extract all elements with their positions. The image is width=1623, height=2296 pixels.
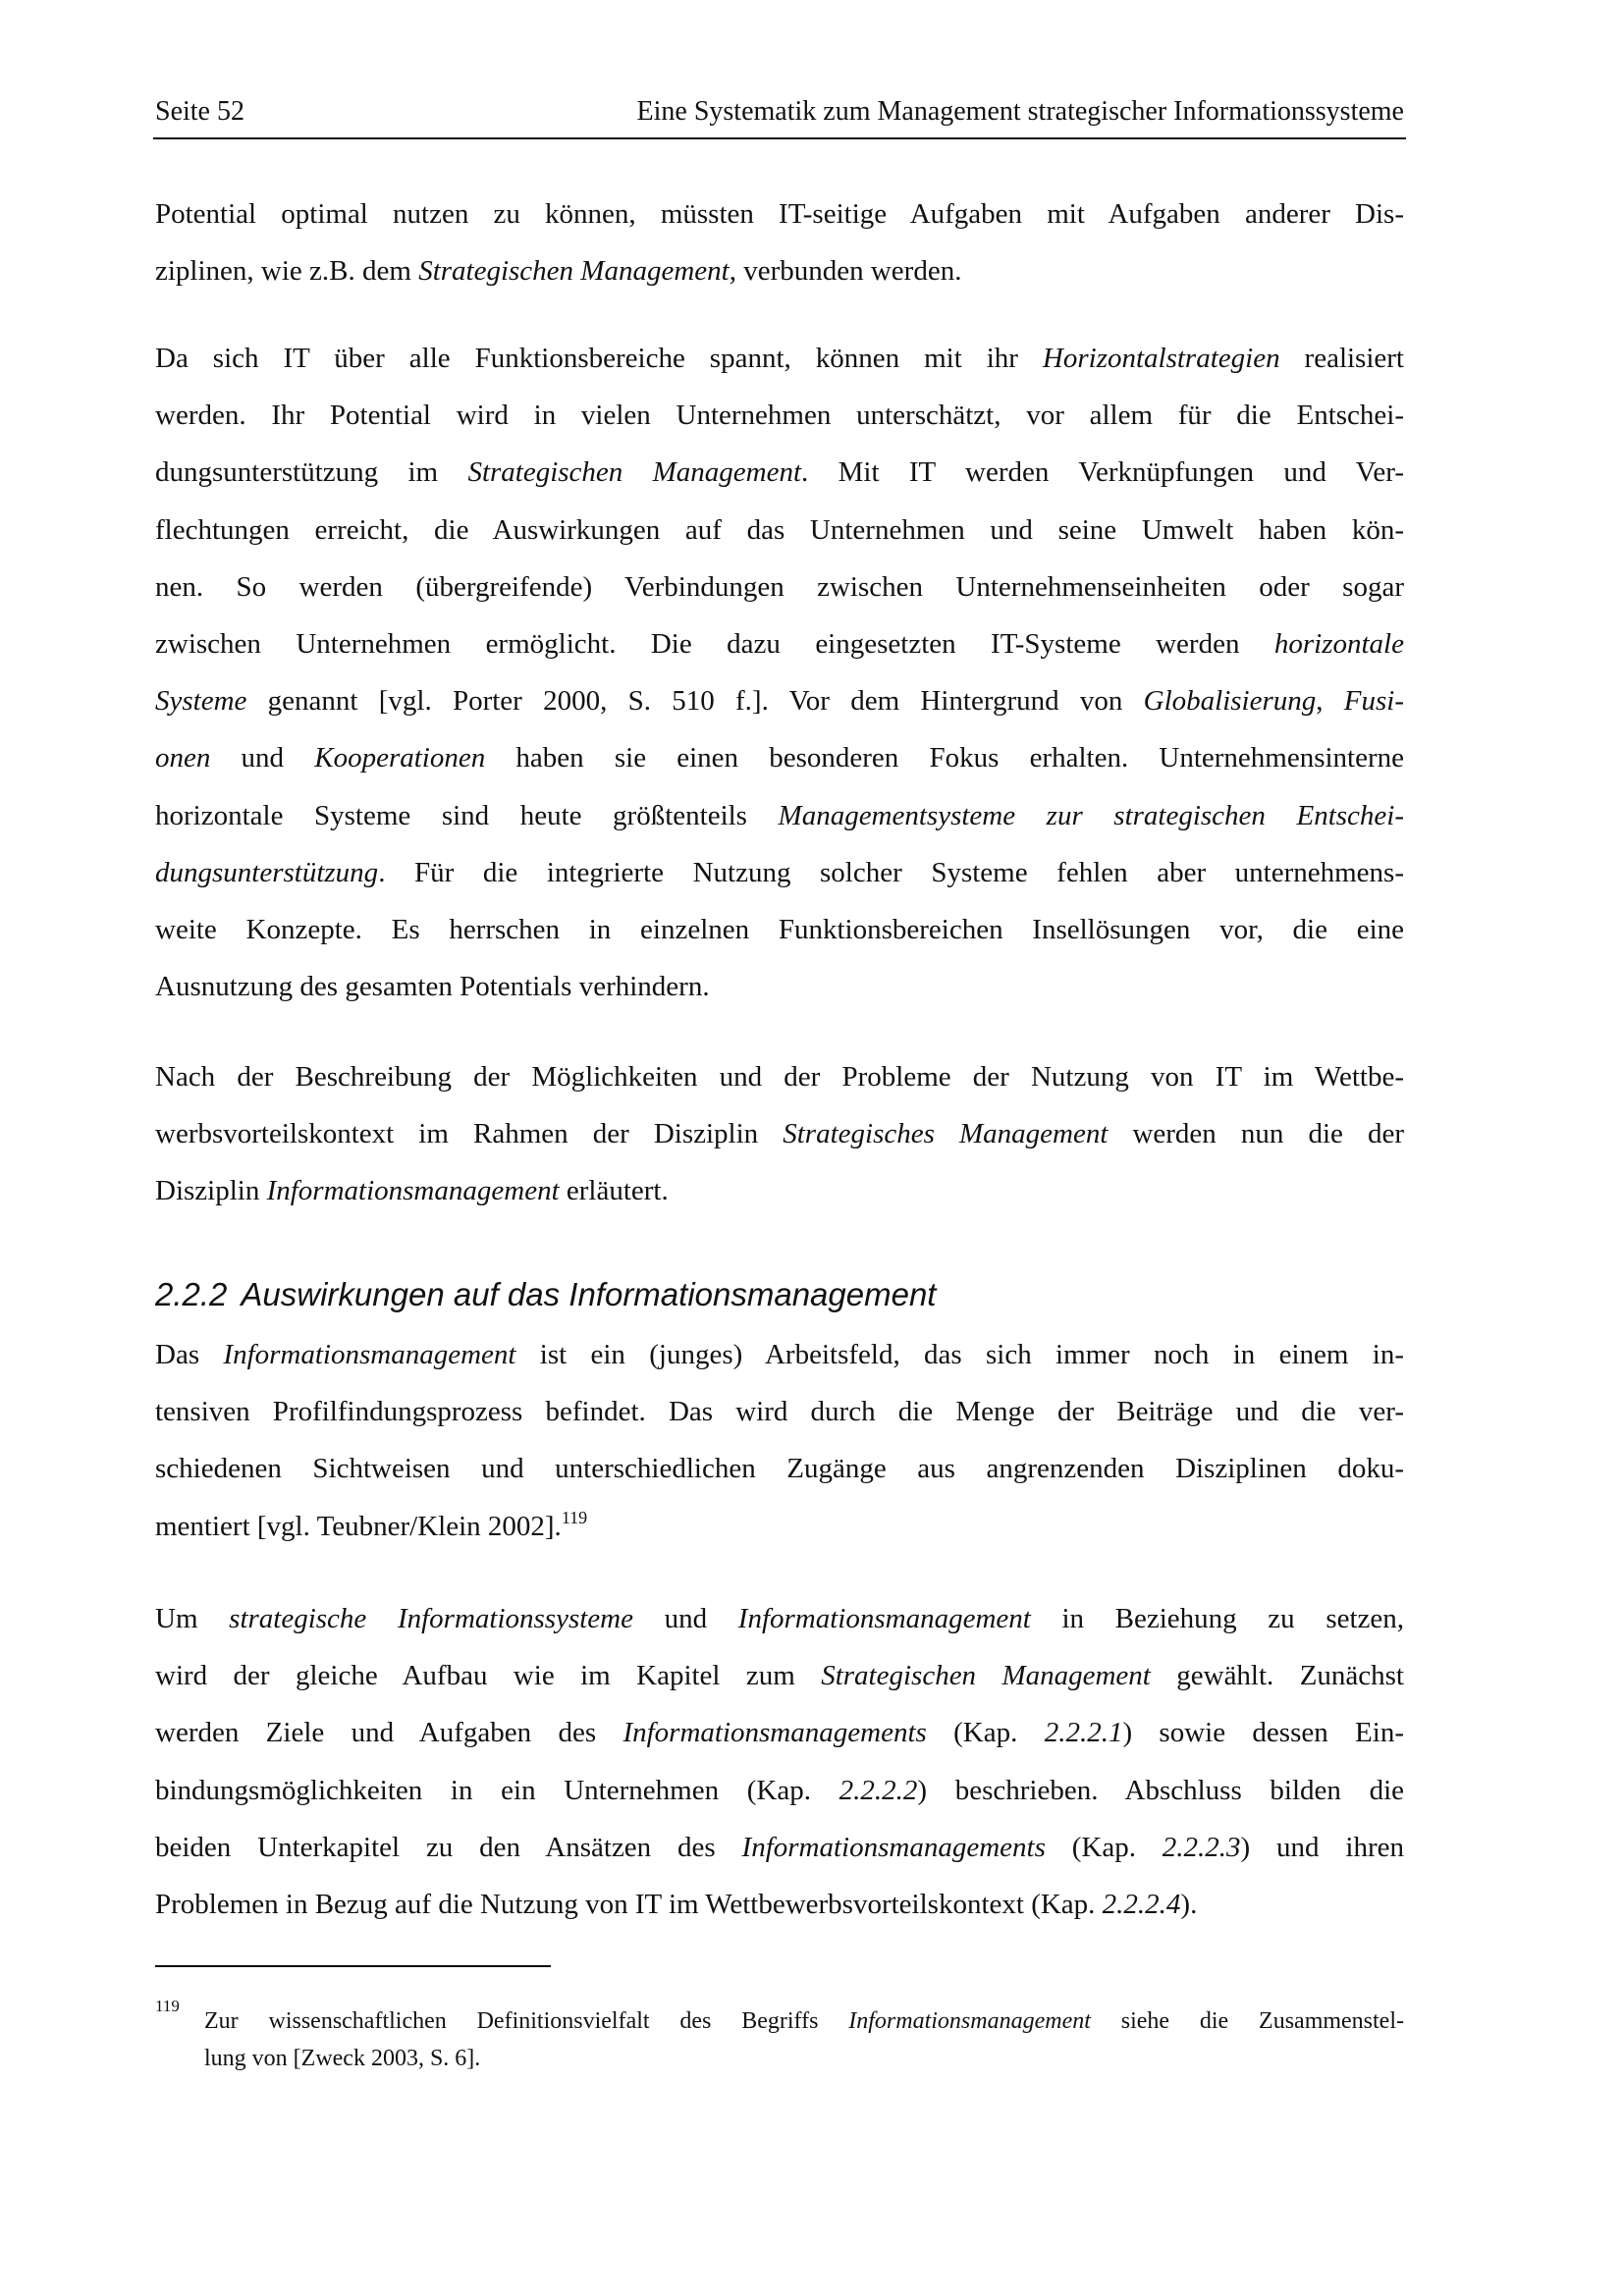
text-run: schiedenen Sichtweisen und unterschiedlichen Zugänge aus angrenzenden Disziplinen doku- bbox=[155, 1453, 1404, 1485]
emphasis-text: Strategischen Management bbox=[418, 255, 730, 288]
page-number: Seite 52 bbox=[155, 96, 244, 127]
text-run: Zur wissenschaftlichen Definitionsvielfalt des Begriffs bbox=[204, 2008, 849, 2034]
text-run: horizontale Systeme sind heute größtenteils bbox=[155, 799, 779, 831]
text-run: gewählt. Zunächst bbox=[1150, 1660, 1404, 1692]
emphasis-text: Globalisierung bbox=[1143, 685, 1317, 718]
text-line bbox=[155, 502, 1404, 559]
emphasis-text: Managementsysteme zur strategischen Entschei- bbox=[778, 799, 1404, 831]
text-line bbox=[155, 1704, 1404, 1761]
section-number: 2.2.2 bbox=[155, 1276, 228, 1312]
text-line bbox=[155, 1590, 1404, 1647]
text-line bbox=[155, 1383, 1404, 1440]
emphasis-text: Horizontalstrategien bbox=[1042, 343, 1280, 374]
text-line bbox=[204, 2002, 1404, 2040]
text-run: und bbox=[210, 742, 315, 774]
text-run: flechtungen erreicht, die Auswirkungen auf das Unternehmen und seine Umwelt haben kön- bbox=[155, 513, 1404, 546]
footnote-text bbox=[204, 2002, 1404, 2077]
text-run: , bbox=[1316, 685, 1344, 718]
text-line bbox=[155, 186, 1404, 242]
emphasis-text: horizontale bbox=[1273, 627, 1404, 660]
text-line bbox=[155, 1326, 1404, 1383]
text-line bbox=[155, 1498, 1404, 1555]
text-run: Nach der Beschreibung der Möglichkeiten und der Probleme der Nutzung von IT im Wettbe- bbox=[155, 1061, 1404, 1093]
text-line bbox=[155, 330, 1404, 387]
text-line bbox=[155, 729, 1404, 786]
text-run: (Kap. bbox=[1045, 1831, 1163, 1863]
text-run: haben sie einen besonderen Fokus erhalten. Unternehmensinterne bbox=[485, 742, 1405, 774]
text-line bbox=[155, 1440, 1404, 1497]
text-line bbox=[204, 2040, 1404, 2077]
text-run: (Kap. bbox=[926, 1717, 1045, 1749]
text-run: dungsunterstützung im bbox=[155, 456, 468, 489]
text-line bbox=[155, 787, 1404, 844]
text-run: werden. Ihr Potential wird in vielen Unternehmen unterschätzt, vor allem für die Entschei- bbox=[155, 400, 1404, 432]
paragraph bbox=[155, 1590, 1404, 1933]
emphasis-text: Strategisches Management bbox=[783, 1118, 1109, 1150]
footnote-rule bbox=[155, 1965, 551, 1967]
emphasis-text: 2.2.2.3 bbox=[1162, 1831, 1241, 1863]
emphasis-text: 2.2.2.1 bbox=[1044, 1717, 1123, 1749]
paragraph bbox=[155, 186, 1404, 299]
text-run: . Für die integrierte Nutzung solcher Systeme fehlen aber unternehmens- bbox=[378, 856, 1404, 888]
text-line bbox=[155, 1762, 1404, 1819]
emphasis-text: Kooperationen bbox=[314, 742, 486, 774]
emphasis-text: 2.2.2.4 bbox=[1102, 1888, 1181, 1920]
emphasis-text: Informationsmanagement bbox=[266, 1175, 560, 1207]
text-run: . Mit IT werden Verknüpfungen und Ver- bbox=[801, 456, 1404, 489]
emphasis-text: Informationsmanagement bbox=[223, 1339, 516, 1370]
section-title: Auswirkungen auf das Informationsmanagement bbox=[241, 1276, 937, 1312]
text-run: bindungsmöglichkeiten in ein Unternehmen (Kap. bbox=[155, 1774, 839, 1806]
text-line bbox=[155, 559, 1404, 615]
text-run: Potential optimal nutzen zu können, müssten IT-seitige Aufgaben mit Aufgaben anderer Dis- bbox=[155, 198, 1404, 230]
text-run: ) beschrieben. Abschluss bilden die bbox=[917, 1774, 1405, 1806]
running-title: Eine Systematik zum Management strategischer Informationssysteme bbox=[636, 96, 1404, 127]
emphasis-text: Strategischen Management bbox=[467, 456, 802, 489]
text-line bbox=[155, 901, 1404, 958]
text-run: werden nun die der bbox=[1108, 1118, 1404, 1150]
text-run: Disziplin bbox=[155, 1175, 267, 1207]
text-run: ). bbox=[1180, 1888, 1198, 1920]
text-run: nen. So werden (übergreifende) Verbindungen zwischen Unternehmenseinheiten oder sogar bbox=[155, 570, 1404, 603]
text-line bbox=[155, 672, 1404, 729]
text-line bbox=[155, 615, 1404, 672]
text-run: , verbunden werden. bbox=[729, 255, 962, 288]
text-run: genannt [vgl. Porter 2000, S. 510 f.]. Vor dem Hintergrund von bbox=[246, 685, 1144, 718]
text-line bbox=[155, 242, 1404, 299]
text-line bbox=[155, 1819, 1404, 1876]
text-run: Problemen in Bezug auf die Nutzung von IT im Wettbewerbsvorteilskontext (Kap. bbox=[155, 1888, 1103, 1920]
paragraph bbox=[155, 1048, 1404, 1220]
text-run: realisiert bbox=[1279, 343, 1404, 374]
page-header bbox=[155, 96, 1404, 128]
emphasis-text: Systeme bbox=[155, 685, 247, 718]
text-line bbox=[155, 387, 1404, 444]
footnote-reference[interactable]: 119 bbox=[561, 1507, 588, 1527]
footnote bbox=[155, 1997, 1404, 2077]
text-run: beiden Unterkapitel zu den Ansätzen des bbox=[155, 1831, 742, 1863]
paragraph bbox=[155, 330, 1404, 1015]
text-run: ) und ihren bbox=[1240, 1831, 1404, 1863]
text-run: ) sowie dessen Ein- bbox=[1122, 1717, 1404, 1749]
paragraph bbox=[155, 1326, 1404, 1555]
text-run: in Beziehung zu setzen, bbox=[1030, 1603, 1405, 1634]
text-run: und bbox=[632, 1603, 738, 1634]
text-run: zwischen Unternehmen ermöglicht. Die dazu eingesetzten IT-Systeme werden bbox=[155, 627, 1274, 660]
text-line bbox=[155, 444, 1404, 501]
text-run: werden Ziele und Aufgaben des bbox=[155, 1717, 623, 1749]
emphasis-text: Informationsmanagements bbox=[741, 1831, 1046, 1863]
emphasis-text: 2.2.2.2 bbox=[839, 1774, 918, 1806]
text-run: werbsvorteilskontext im Rahmen der Disziplin bbox=[155, 1118, 784, 1150]
emphasis-text: Fusi- bbox=[1343, 685, 1404, 718]
text-run: mentiert [vgl. Teubner/Klein 2002]. bbox=[155, 1510, 562, 1542]
text-run: siehe die Zusammenstel- bbox=[1090, 2008, 1404, 2034]
text-line bbox=[155, 1048, 1404, 1105]
emphasis-text: strategische Informationssysteme bbox=[229, 1603, 633, 1634]
footnote-number: 119 bbox=[155, 1997, 180, 2015]
text-run: Das bbox=[155, 1339, 224, 1370]
emphasis-text: onen bbox=[155, 742, 211, 774]
text-run: wird der gleiche Aufbau wie im Kapitel zum bbox=[155, 1660, 822, 1692]
text-run: erläutert. bbox=[559, 1175, 669, 1207]
emphasis-text: Strategischen Management bbox=[821, 1660, 1151, 1692]
text-run: weite Konzepte. Es herrschen in einzelnen Funktionsbereichen Insellösungen vor, die eine bbox=[155, 913, 1404, 945]
text-line bbox=[155, 1105, 1404, 1162]
text-run: Da sich IT über alle Funktionsbereiche spannt, können mit ihr bbox=[155, 343, 1043, 374]
section-heading bbox=[155, 1276, 936, 1313]
emphasis-text: Informationsmanagement bbox=[848, 2008, 1091, 2034]
text-line bbox=[155, 844, 1404, 901]
emphasis-text: Informationsmanagement bbox=[737, 1603, 1031, 1634]
emphasis-text: Informationsmanagements bbox=[622, 1717, 927, 1749]
text-line bbox=[155, 958, 1404, 1015]
text-line bbox=[155, 1647, 1404, 1704]
text-run: lung von [Zweck 2003, S. 6]. bbox=[204, 2046, 481, 2071]
text-run: Ausnutzung des gesamten Potentials verhindern. bbox=[155, 971, 710, 1003]
text-run: ist ein (junges) Arbeitsfeld, das sich immer noch in einem in- bbox=[515, 1339, 1404, 1370]
emphasis-text: dungsunterstützung bbox=[155, 856, 379, 888]
text-line bbox=[155, 1876, 1404, 1933]
text-run: tensiven Profilfindungsprozess befindet. Das wird durch die Menge der Beiträge und die ver- bbox=[155, 1396, 1404, 1428]
header-rule bbox=[153, 137, 1406, 139]
text-line bbox=[155, 1162, 1404, 1219]
text-run: ziplinen, wie z.B. dem bbox=[155, 255, 419, 288]
text-run: Um bbox=[155, 1603, 230, 1634]
